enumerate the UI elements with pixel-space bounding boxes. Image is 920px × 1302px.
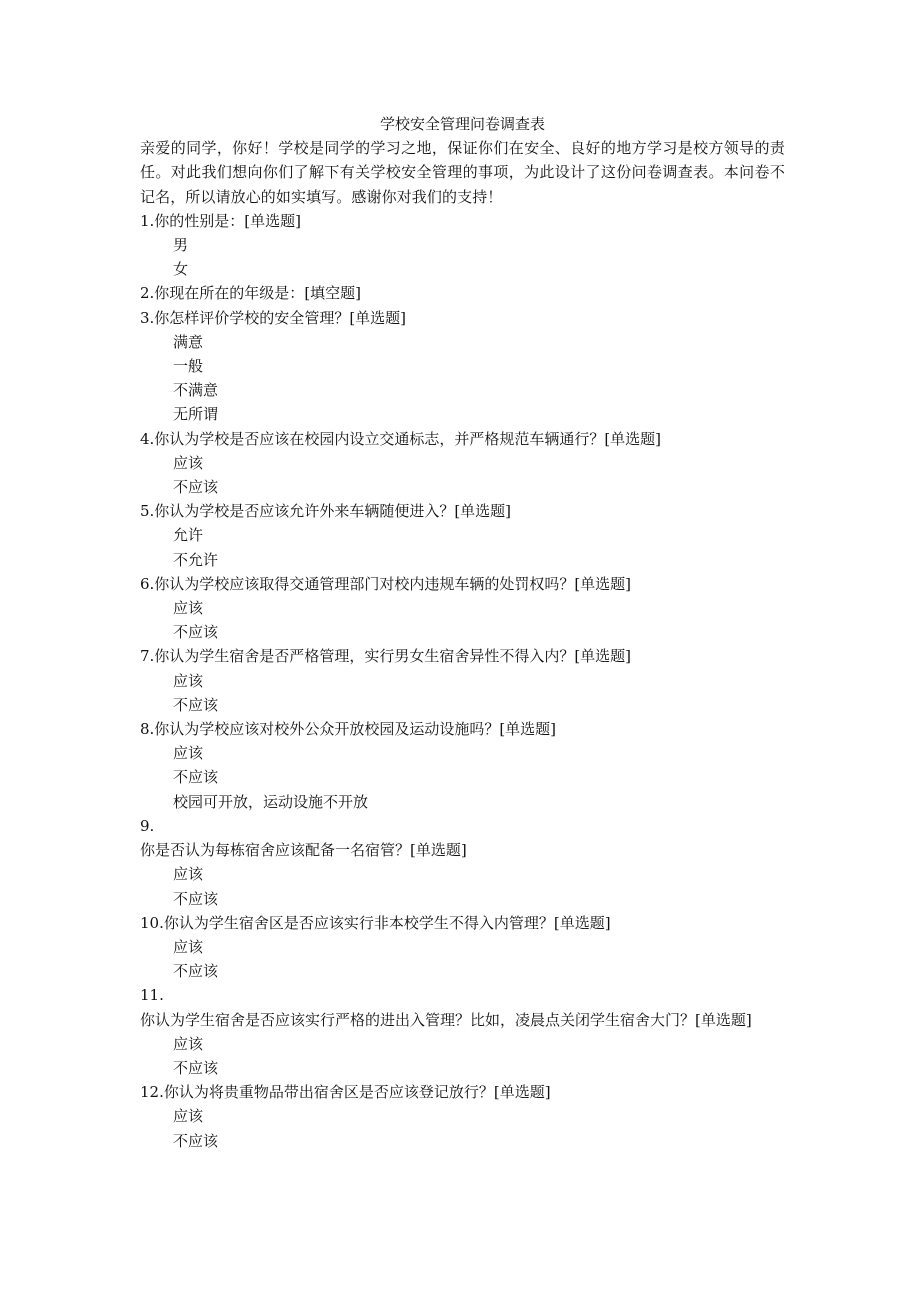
question-list <box>140 209 785 1153</box>
answer-option[interactable]: 允许 <box>173 526 204 545</box>
answer-option[interactable]: 女 <box>173 260 189 279</box>
answer-option[interactable]: 男 <box>173 236 189 255</box>
document-page <box>140 112 785 1153</box>
option-list <box>140 523 785 571</box>
question-12 <box>140 1080 785 1153</box>
answer-option[interactable]: 应该 <box>173 1034 204 1053</box>
option-list <box>140 741 785 814</box>
option-list <box>140 451 785 499</box>
answer-option[interactable]: 应该 <box>173 937 204 956</box>
answer-option[interactable]: 应该 <box>173 1107 204 1126</box>
question-text: 4.你认为学校是否应该在校园内设立交通标志，并严格规范车辆通行？[单选题] <box>140 429 662 448</box>
option-list <box>140 1032 785 1080</box>
question-text: 9. <box>140 816 155 835</box>
option-list <box>140 669 785 717</box>
answer-option[interactable]: 应该 <box>173 453 204 472</box>
question-text: 3.你怎样评价学校的安全管理？[单选题] <box>140 308 407 327</box>
answer-option[interactable]: 一般 <box>173 357 204 376</box>
question-10 <box>140 911 785 984</box>
question-text: 你是否认为每栋宿舍应该配备一名宿管？[单选题] <box>140 841 467 860</box>
answer-option[interactable]: 不应该 <box>173 768 219 787</box>
question-text: 11. <box>140 986 164 1005</box>
question-text: 6.你认为学校应该取得交通管理部门对校内违规车辆的处罚权吗？[单选题] <box>140 574 632 593</box>
question-1 <box>140 209 785 282</box>
answer-option[interactable]: 不应该 <box>173 1058 219 1077</box>
option-list <box>140 1104 785 1152</box>
question-11 <box>140 983 785 1080</box>
answer-option[interactable]: 不应该 <box>173 889 219 908</box>
option-list <box>140 233 785 281</box>
answer-option[interactable]: 不应该 <box>173 1131 219 1150</box>
answer-option[interactable]: 应该 <box>173 744 204 763</box>
question-7 <box>140 644 785 717</box>
answer-option[interactable]: 不应该 <box>173 623 219 642</box>
answer-option[interactable]: 不满意 <box>173 381 219 400</box>
question-4 <box>140 427 785 500</box>
answer-option[interactable]: 不应该 <box>173 478 219 497</box>
question-6 <box>140 572 785 645</box>
answer-option[interactable]: 校园可开放，运动设施不开放 <box>173 792 369 811</box>
document-title: 学校安全管理问卷调查表 <box>379 115 545 133</box>
answer-option[interactable]: 应该 <box>173 671 204 690</box>
answer-option[interactable]: 应该 <box>173 599 204 618</box>
question-9 <box>140 814 785 911</box>
question-text: 8.你认为学校应该对校外公众开放校园及运动设施吗？[单选题] <box>140 720 557 739</box>
question-2 <box>140 281 785 305</box>
intro-paragraph: 亲爱的同学，你好！学校是同学的学习之地，保证你们在安全、良好的地方学习是校方领导的责任。对此我们想向你们了解下有关学校安全管理的事项，为此设计了这份问卷调查表。本问卷不记名，所以请放心的如实填写。感谢你对我们的支持！ <box>140 139 785 206</box>
question-text: 5.你认为学校是否应该允许外来车辆随便进入？[单选题] <box>140 502 512 521</box>
option-list <box>140 596 785 644</box>
option-list <box>140 935 785 983</box>
question-text: 1.你的性别是：[单选题] <box>140 211 302 230</box>
answer-option[interactable]: 不应该 <box>173 962 219 981</box>
question-text: 2.你现在所在的年级是：[填空题] <box>140 284 362 303</box>
question-text: 你认为学生宿舍是否应该实行严格的进出入管理？比如，凌晨点关闭学生宿舍大门？[单选题] <box>140 1010 752 1029</box>
question-text: 7.你认为学生宿舍是否严格管理，实行男女生宿舍异性不得入内？[单选题] <box>140 647 632 666</box>
question-8 <box>140 717 785 814</box>
question-3 <box>140 306 785 427</box>
option-list <box>140 862 785 910</box>
answer-option[interactable]: 不应该 <box>173 695 219 714</box>
question-text: 10.你认为学生宿舍区是否应该实行非本校学生不得入内管理？[单选题] <box>140 913 611 932</box>
question-text: 12.你认为将贵重物品带出宿舍区是否应该登记放行？[单选题] <box>140 1083 551 1102</box>
answer-option[interactable]: 满意 <box>173 332 204 351</box>
answer-option[interactable]: 应该 <box>173 865 204 884</box>
question-5 <box>140 499 785 572</box>
answer-option[interactable]: 无所谓 <box>173 405 219 424</box>
option-list <box>140 330 785 427</box>
answer-option[interactable]: 不允许 <box>173 550 219 569</box>
